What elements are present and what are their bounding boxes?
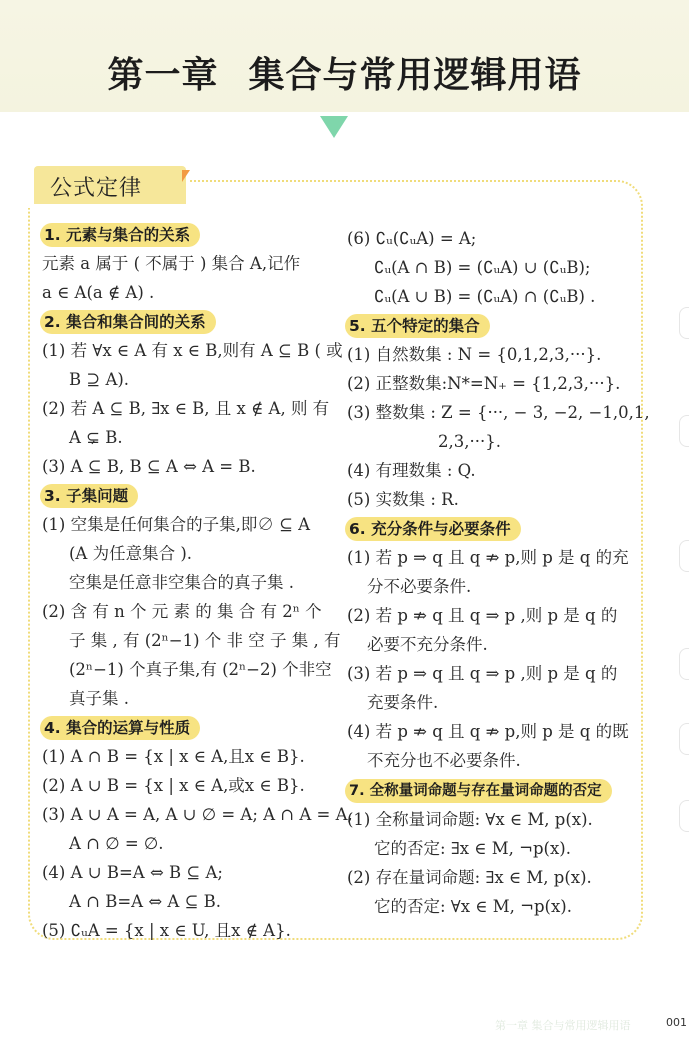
text-line: (2) 若 A ⊆ B, ∃x ∈ B, 且 x ∉ A, 则 有	[42, 399, 330, 418]
page-edge-tab	[679, 648, 689, 680]
text-line: (3) 若 p ⇒ q 且 q ⇒ p ,则 p 是 q 的	[347, 664, 618, 683]
text-line: A ∩ ∅ = ∅.	[69, 834, 164, 853]
text-line: ∁ᵤ(A ∪ B) = (∁ᵤA) ∩ (∁ᵤB) .	[374, 287, 596, 306]
chapter-title	[0, 47, 689, 98]
text-line: (1) 全称量词命题: ∀x ∈ M, p(x).	[347, 810, 593, 829]
text-line: (1) A ∩ B = {x | x ∈ A,且x ∈ B}.	[42, 747, 305, 766]
text-line: (2) 含 有 n 个 元 素 的 集 合 有 2ⁿ 个	[42, 602, 322, 621]
text-line: 元素 a 属于 ( 不属于 ) 集合 A,记作	[42, 254, 301, 273]
chapter-name: 集合与常用逻辑用语	[248, 55, 582, 96]
text-line: A ⊊ B.	[69, 428, 123, 447]
text-line: 它的否定: ∃x ∈ M, ¬p(x).	[374, 839, 571, 858]
heading-subset-problems: 3. 子集问题	[40, 484, 138, 508]
left-column	[42, 220, 353, 945]
text-line: (3) A ⊆ B, B ⊆ A ⇔ A = B.	[42, 457, 256, 476]
text-line: 充要条件.	[367, 693, 439, 712]
text-line: 它的否定: ∀x ∈ M, ¬p(x).	[374, 897, 572, 916]
text-line: ∁ᵤ(A ∩ B) = (∁ᵤA) ∪ (∁ᵤB);	[374, 258, 591, 277]
text-line: 子 集 , 有 (2ⁿ−1) 个 非 空 子 集 , 有	[69, 631, 341, 650]
text-line: (2ⁿ−1) 个真子集,有 (2ⁿ−2) 个非空	[69, 660, 332, 679]
heading-element-set-relation: 1. 元素与集合的关系	[40, 223, 200, 247]
text-line: 分不必要条件.	[367, 577, 472, 596]
text-line: 真子集 .	[69, 689, 129, 708]
triangle-down-icon	[320, 116, 348, 138]
text-line: (5) ∁ᵤA = {x | x ∈ U, 且x ∉ A}.	[42, 921, 291, 940]
running-title: 第一章 集合与常用逻辑用语	[495, 1019, 631, 1032]
text-line: (5) 实数集 : R.	[347, 490, 459, 509]
text-line: (6) ∁ᵤ(∁ᵤA) = A;	[347, 229, 477, 248]
page-edge-tab	[679, 540, 689, 572]
text-line: (2) 正整数集:N*=N₊ = {1,2,3,···}.	[347, 374, 621, 393]
text-line: 空集是任意非空集合的真子集 .	[69, 573, 294, 592]
text-line: (1) 若 p ⇒ q 且 q ⇏ p,则 p 是 q 的充	[347, 548, 629, 567]
flag-icon	[182, 170, 190, 182]
page-edge-tab	[679, 723, 689, 755]
text-line: (4) A ∪ B=A ⇔ B ⊆ A;	[42, 863, 223, 882]
text-line: (2) 若 p ⇏ q 且 q ⇒ p ,则 p 是 q 的	[347, 606, 618, 625]
text-line: 不充分也不必要条件.	[367, 751, 521, 770]
text-line: (A 为任意集合 ).	[69, 544, 193, 563]
text-line: A ∩ B=A ⇔ A ⊆ B.	[69, 892, 222, 911]
text-line: (1) 空集是任何集合的子集,即∅ ⊆ A	[42, 515, 311, 534]
heading-special-sets: 5. 五个特定的集合	[345, 314, 490, 338]
heading-conditions: 6. 充分条件与必要条件	[345, 517, 521, 541]
page-number: 001	[666, 1016, 687, 1029]
page-edge-tab	[679, 800, 689, 832]
text-line: (3) A ∪ A = A, A ∪ ∅ = A; A ∩ A = A,	[42, 805, 353, 824]
text-line: 2,3,···}.	[438, 432, 501, 451]
text-line: (2) A ∪ B = {x | x ∈ A,或x ∈ B}.	[42, 776, 305, 795]
heading-quantifier-negation: 7. 全称量词命题与存在量词命题的否定	[345, 779, 612, 803]
page-edge-tab	[679, 307, 689, 339]
text-line: (1) 自然数集 : N = {0,1,2,3,···}.	[347, 345, 602, 364]
text-line: (4) 若 p ⇏ q 且 q ⇏ p,则 p 是 q 的既	[347, 722, 629, 741]
heading-set-relations: 2. 集合和集合间的关系	[40, 310, 216, 334]
text-line: B ⊇ A).	[69, 370, 130, 389]
text-line: (1) 若 ∀x ∈ A 有 x ∈ B,则有 A ⊆ B ( 或	[42, 341, 343, 360]
text-line: (2) 存在量词命题: ∃x ∈ M, p(x).	[347, 868, 592, 887]
text-line: a ∈ A(a ∉ A) .	[42, 283, 155, 302]
chapter-number: 第一章	[107, 55, 219, 96]
section-tab: 公式定律	[34, 166, 186, 204]
heading-set-operations: 4. 集合的运算与性质	[40, 716, 200, 740]
text-line: (4) 有理数集 : Q.	[347, 461, 476, 480]
page-edge-tab	[679, 415, 689, 447]
text-line: (3) 整数集 : Z = {···, − 3, −2, −1,0,1,	[347, 403, 650, 422]
right-column	[347, 224, 650, 921]
text-line: 必要不充分条件.	[367, 635, 488, 654]
